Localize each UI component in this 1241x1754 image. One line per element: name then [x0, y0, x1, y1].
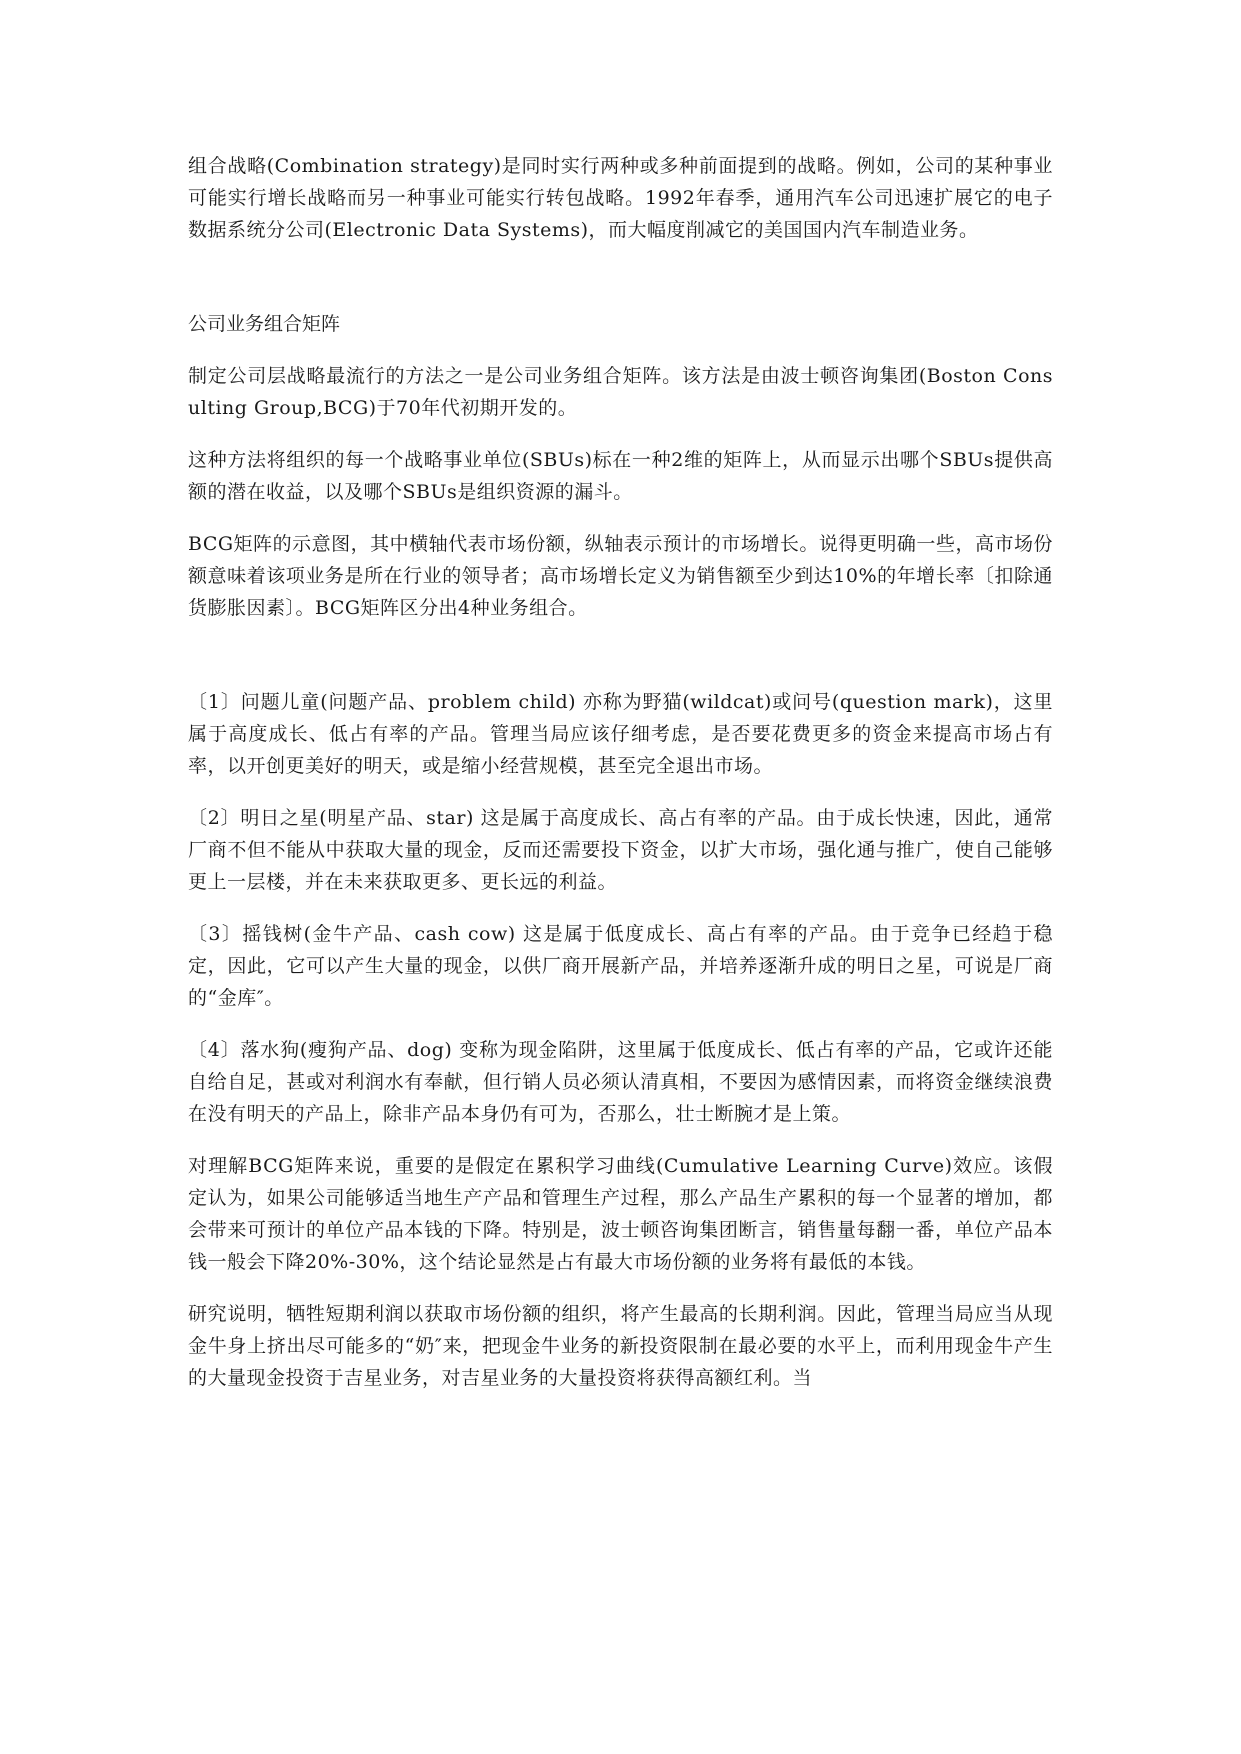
paragraph-bcg-axes: BCG矩阵的示意图，其中横轴代表市场份额，纵轴表示预计的市场增长。说得更明确一些，高市场份额意味着该项业务是所在行业的领导者；高市场增长定义为销售额至少到达10%的年增长率〔扣除通货膨胀因素〕。BCG矩阵区分出4种业务组合。: [188, 533, 1053, 619]
list-item-star: 〔2〕明日之星(明星产品、star) 这是属于高度成长、高占有率的产品。由于成长快速，因此，通常厂商不但不能从中获取大量的现金，反而还需要投下资金，以扩大市场，强化通与推广，使自己能够更上一层楼，并在未来获取更多、更长远的利益。: [188, 807, 1053, 893]
paragraph-bcg-origin: 制定公司层战略最流行的方法之一是公司业务组合矩阵。该方法是由波士顿咨询集团(Boston Consulting Group,BCG)于70年代初期开发的。: [188, 365, 1053, 419]
section-heading: 公司业务组合矩阵: [188, 313, 341, 335]
document-page: [188, 150, 1053, 1394]
paragraph-learning-curve: 对理解BCG矩阵来说，重要的是假定在累积学习曲线(Cumulative Learning Curve)效应。该假定认为，如果公司能够适当地生产产品和管理生产过程，那么产品生产累积的每一个显著的增加，都会带来可预计的单位产品本钱的下降。特别是，波士顿咨询集团断言，销售量每翻一番，单位产品本钱一般会下降20%-30%，这个结论显然是占有最大市场份额的业务将有最低的本钱。: [188, 1155, 1053, 1273]
list-item-cash-cow: 〔3〕摇钱树(金牛产品、cash cow) 这是属于低度成长、高占有率的产品。由于竞争已经趋于稳定，因此，它可以产生大量的现金，以供厂商开展新产品，并培养逐渐升成的明日之星，可说是厂商的“金库″。: [188, 923, 1053, 1009]
list-item-dog: 〔4〕落水狗(瘦狗产品、dog) 变称为现金陷阱，这里属于低度成长、低占有率的产品，它或许还能自给自足，甚或对利润水有奉献，但行销人员必须认清真相，不要因为感情因素，而将资金继续浪费在没有明天的产品上，除非产品本身仍有可为，否那么，壮士断腕才是上策。: [188, 1039, 1053, 1125]
paragraph-research-conclusion: 研究说明，牺牲短期利润以获取市场份额的组织，将产生最高的长期利润。因此，管理当局应当从现金牛身上挤出尽可能多的“奶″来，把现金牛业务的新投资限制在最必要的水平上，而利用现金牛产生的大量现金投资于吉星业务，对吉星业务的大量投资将获得高额红利。当: [188, 1303, 1053, 1389]
paragraph-sbu-matrix: 这种方法将组织的每一个战略事业单位(SBUs)标在一种2维的矩阵上，从而显示出哪个SBUs提供高额的潜在收益，以及哪个SBUs是组织资源的漏斗。: [188, 449, 1053, 503]
intro-paragraph: 组合战略(Combination strategy)是同时实行两种或多种前面提到的战略。例如，公司的某种事业可能实行增长战略而另一种事业可能实行转包战略。1992年春季，通用汽车公司迅速扩展它的电子数据系统分公司(Electronic Data Systems)，而大幅度削减它的美国国内汽车制造业务。: [188, 155, 1053, 241]
list-item-problem-child: 〔1〕问题儿童(问题产品、problem child) 亦称为野猫(wildcat)或问号(question mark)，这里属于高度成长、低占有率的产品。管理当局应该仔细考虑，是否要花费更多的资金来提高市场占有率，以开创更美好的明天，或是缩小经营规模，甚至完全退出市场。: [188, 691, 1053, 777]
